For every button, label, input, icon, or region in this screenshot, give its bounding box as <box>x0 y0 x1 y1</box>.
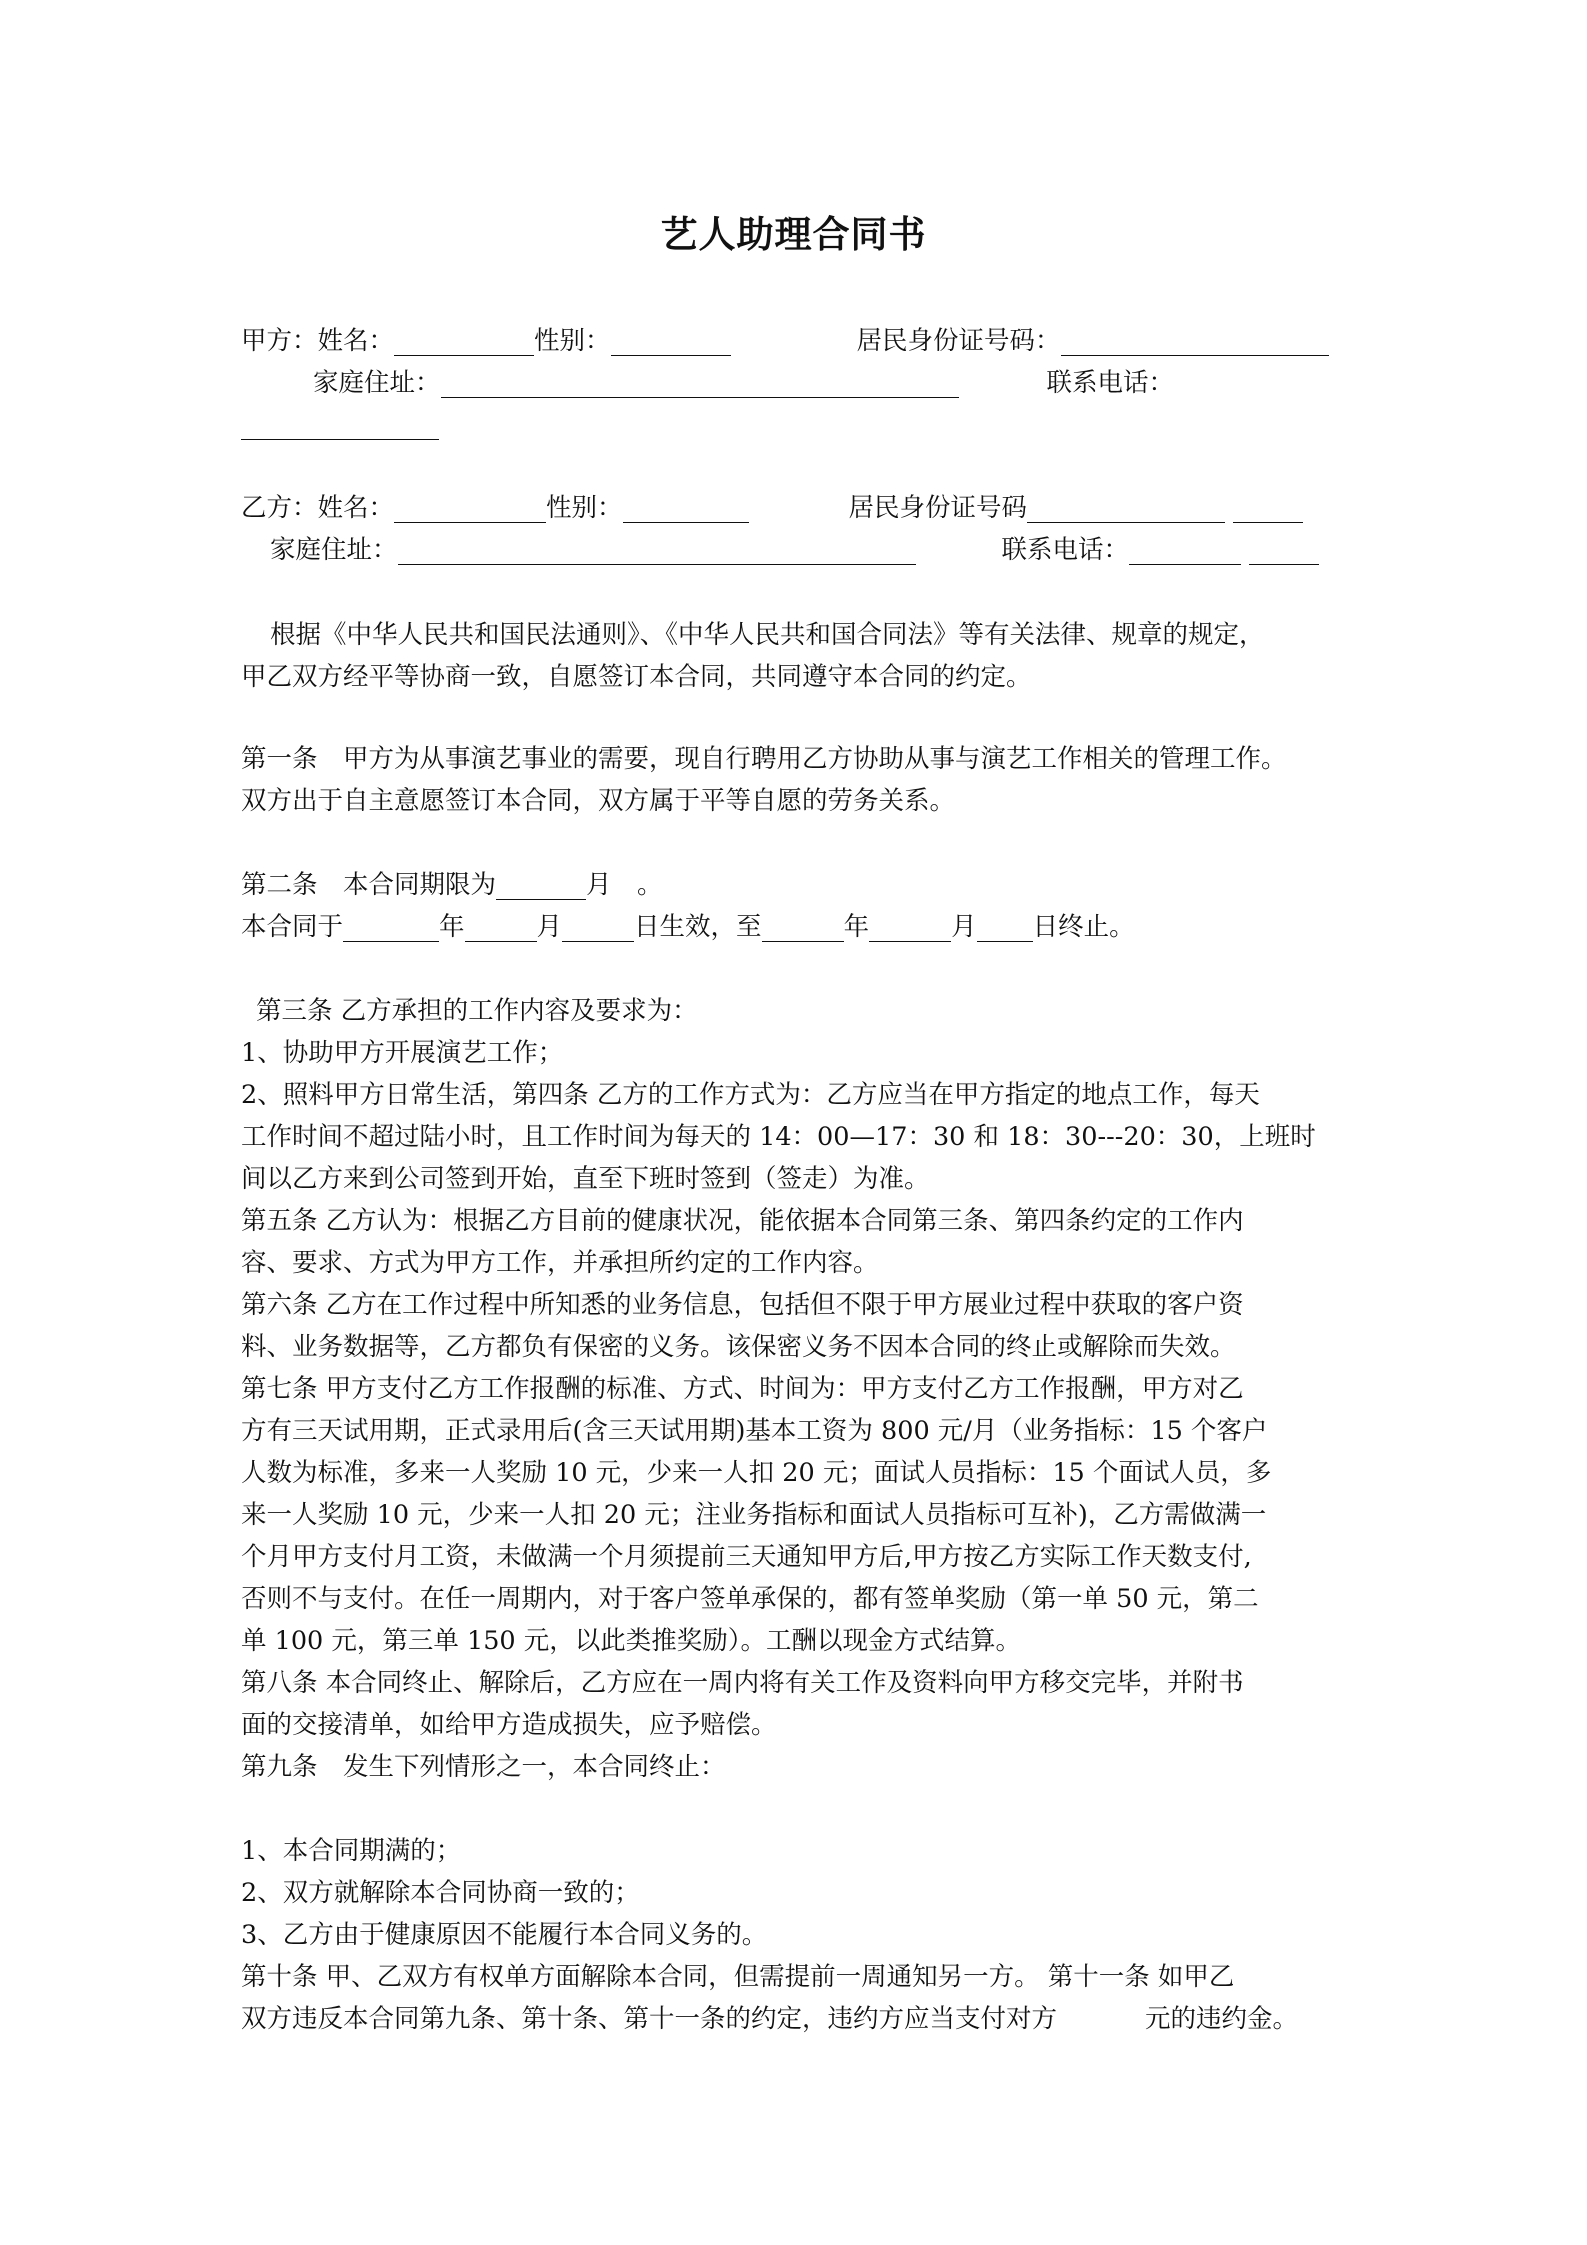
body-line: 第九条 发生下列情形之一，本合同终止： <box>241 1752 726 1782</box>
body-line: 第六条 乙方在工作过程中所知悉的业务信息，包括但不限于甲方展业过程中获取的客户资 <box>241 1290 1244 1320</box>
term-months-field[interactable] <box>496 869 586 900</box>
year-label: 年 <box>439 912 465 942</box>
party-b-line-1 <box>241 487 1303 529</box>
article-10-line: 第十条 甲、乙双方有权单方面解除本合同，但需提前一周通知另一方。 第十一条 如甲乙 <box>241 1962 1235 1992</box>
termination-item: 2、双方就解除本合同协商一致的； <box>241 1878 640 1908</box>
party-a-phone-label: 联系电话： <box>1046 368 1175 398</box>
end-month-field[interactable] <box>869 911 951 942</box>
article-11-penalty-unit: 元的违约金。 <box>1145 2004 1299 2034</box>
start-year-field[interactable] <box>343 911 439 942</box>
party-a-name-label: 甲方：姓名： <box>241 326 395 356</box>
start-day-field[interactable] <box>562 911 634 942</box>
body-line: 工作时间不超过陆小时，且工作时间为每天的 14：00—17：30 和 18：30---20：30，上班时 <box>241 1122 1316 1152</box>
article-1-line-1: 第一条 甲方为从事演艺事业的需要，现自行聘用乙方协助从事与演艺工作相关的管理工作。 <box>241 744 1287 774</box>
party-b-phone-field[interactable] <box>1129 534 1241 565</box>
party-a-address-field[interactable] <box>441 367 959 398</box>
article-2-start-label: 本合同于 <box>241 912 344 942</box>
party-a-name-field[interactable] <box>394 325 534 356</box>
party-a-line-1 <box>241 320 1329 362</box>
body-line: 方有三天试用期，正式录用后(含三天试用期)基本工资为 800 元/月（业务指标：15 个客户 <box>241 1416 1268 1446</box>
body-line: 面的交接清单，如给甲方造成损失，应予赔偿。 <box>241 1710 777 1740</box>
start-month-field[interactable] <box>465 911 537 942</box>
body-line: 间以乙方来到公司签到开始，直至下班时签到（签走）为准。 <box>241 1164 930 1194</box>
end-day-field[interactable] <box>977 911 1033 942</box>
body-line: 2、照料甲方日常生活，第四条 乙方的工作方式为：乙方应当在甲方指定的地点工作，每天 <box>241 1080 1260 1110</box>
end-year-field[interactable] <box>762 911 844 942</box>
party-a-line-2 <box>313 362 1174 404</box>
document-title: 艺人助理合同书 <box>660 213 927 256</box>
party-b-phone-label: 联系电话： <box>1001 535 1130 565</box>
body-line: 1、协助甲方开展演艺工作； <box>241 1038 564 1068</box>
month-label: 月 <box>951 912 977 942</box>
party-b-gender-field[interactable] <box>623 492 749 523</box>
body-line: 单 100 元，第三单 150 元，以此类推奖励）。工酬以现金方式结算。 <box>241 1626 1022 1656</box>
termination-item: 1、本合同期满的； <box>241 1836 462 1866</box>
article-1-line-2: 双方出于自主意愿签订本合同，双方属于平等自愿的劳务关系。 <box>241 786 956 816</box>
party-a-id-field[interactable] <box>1061 325 1329 356</box>
article-11-line <box>241 1998 1298 2040</box>
party-b-id-field[interactable] <box>1027 492 1225 523</box>
body-line: 人数为标准，多来一人奖励 10 元，少来一人扣 20 元；面试人员指标：15 个面试人员，多 <box>241 1458 1272 1488</box>
year-label: 年 <box>843 912 870 942</box>
article-2-term-unit: 月 。 <box>586 870 663 900</box>
preamble-line-1: 根据《中华人民共和国民法通则》、《中华人民共和国合同法》等有关法律、规章的规定， <box>270 620 1265 650</box>
party-a-gender-label: 性别： <box>534 326 611 356</box>
article-11-text: 双方违反本合同第九条、第十条、第十一条的约定，违约方应当支付对方 <box>241 2004 1058 2034</box>
party-b-name-field[interactable] <box>394 492 546 523</box>
article-3-heading: 第三条 乙方承担的工作内容及要求为： <box>256 996 698 1026</box>
body-line: 第七条 甲方支付乙方工作报酬的标准、方式、时间为：甲方支付乙方工作报酬，甲方对乙 <box>241 1374 1244 1404</box>
body-line: 否则不与支付。在任一周期内，对于客户签单承保的，都有签单奖励（第一单 50 元，第二 <box>241 1584 1259 1614</box>
party-b-name-label: 乙方：姓名： <box>241 493 395 523</box>
month-label: 月 <box>536 912 563 942</box>
termination-item: 3、乙方由于健康原因不能履行本合同义务的。 <box>241 1920 768 1950</box>
party-b-gender-label: 性别： <box>546 493 623 523</box>
party-a-address-label: 家庭住址： <box>313 368 441 398</box>
body-line: 料、业务数据等，乙方都负有保密的义务。该保密义务不因本合同的终止或解除而失效。 <box>241 1332 1236 1362</box>
party-b-id-field-extra[interactable] <box>1233 492 1303 523</box>
body-line: 第五条 乙方认为：根据乙方目前的健康状况，能依据本合同第三条、第四条约定的工作内 <box>241 1206 1244 1236</box>
party-a-phone-field[interactable] <box>241 409 439 440</box>
article-2-line-1 <box>241 864 663 906</box>
party-a-id-label: 居民身份证号码： <box>856 326 1061 356</box>
party-b-address-label: 家庭住址： <box>270 535 398 565</box>
party-b-id-label: 居民身份证号码 <box>848 493 1028 523</box>
terminate-label: 日终止。 <box>1032 912 1135 942</box>
preamble-line-2: 甲乙双方经平等协商一致，自愿签订本合同，共同遵守本合同的约定。 <box>241 662 1032 692</box>
party-a-gender-field[interactable] <box>611 325 731 356</box>
party-b-line-2 <box>270 529 1319 571</box>
article-2-term-label: 第二条 本合同期限为 <box>241 870 497 900</box>
body-line: 个月甲方支付月工资，未做满一个月须提前三天通知甲方后,甲方按乙方实际工作天数支付, <box>241 1542 1252 1572</box>
article-2-line-2 <box>241 906 1135 948</box>
party-b-address-field[interactable] <box>398 534 916 565</box>
body-line: 来一人奖励 10 元，少来一人扣 20 元；注业务指标和面试人员指标可互补)，乙方需做满一 <box>241 1500 1267 1530</box>
party-a-line-3 <box>241 404 439 446</box>
body-line: 第八条 本合同终止、解除后，乙方应在一周内将有关工作及资料向甲方移交完毕，并附书 <box>241 1668 1244 1698</box>
effective-label: 日生效，至 <box>634 912 762 942</box>
party-b-phone-field-extra[interactable] <box>1249 534 1319 565</box>
body-line: 容、要求、方式为甲方工作，并承担所约定的工作内容。 <box>241 1248 879 1278</box>
